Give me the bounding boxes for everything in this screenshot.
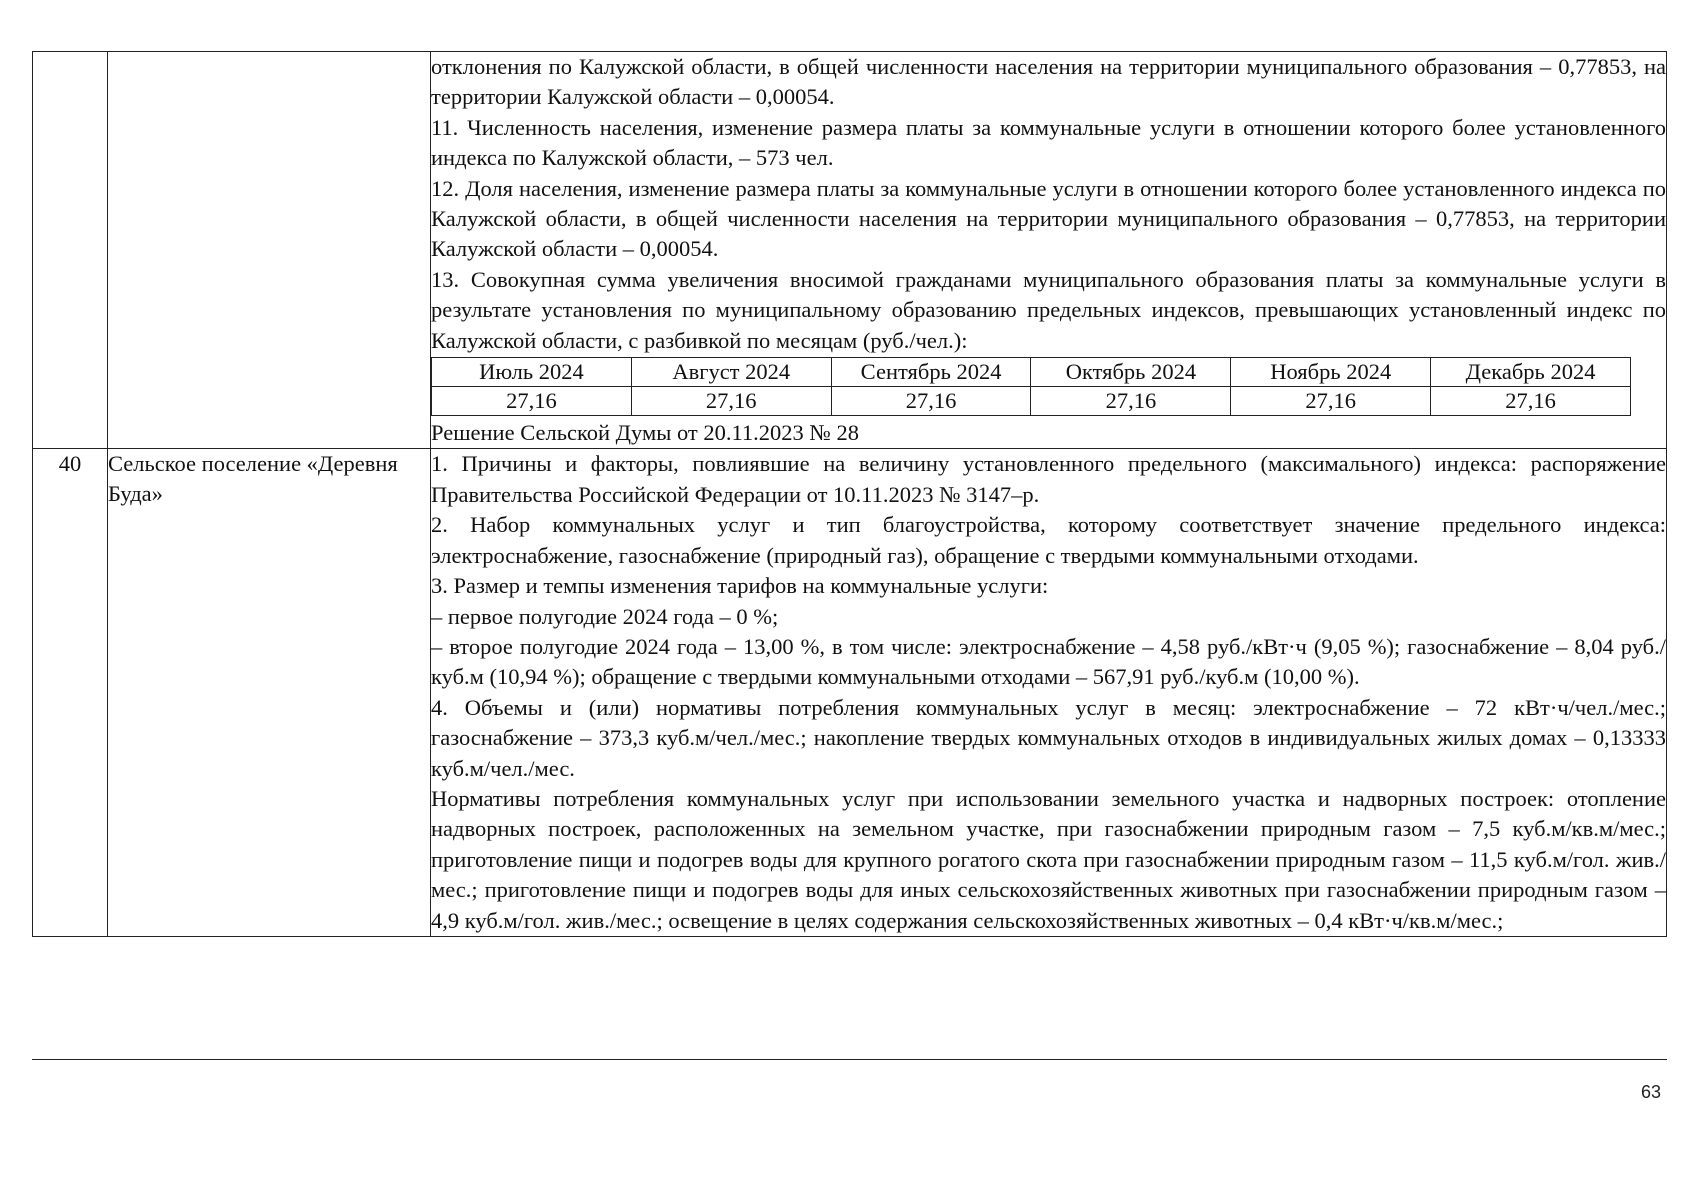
values-row — [432, 387, 1631, 416]
paragraph: Нормативы потребления коммунальных услуг при использовании земельного участка и надворных построек: отопление надворных построек, расположенных на земельном участке, при газоснабжении природным газом – 7,5 куб.м/кв.м/мес.; приготовление пищи и подогрев воды для крупного рогатого скота при газоснабжении природным газом – 11,5 куб.м/гол. жив./мес.; приготовление пищи и подогрев воды для иных сельскохозяйственных животных при газоснабжении природным газом – 4,9 куб.м/гол. жив./мес.; освещение в целях содержания сельскохозяйственных животных – 0,4 кВт·ч/кв.м/мес.; — [431, 785, 1666, 933]
page-number: 63 — [1640, 1082, 1661, 1102]
decision-reference: Решение Сельской Думы от 20.11.2023 № 28 — [431, 420, 859, 446]
paragraph: 4. Объемы и (или) нормативы потребления коммунальных услуг в месяц: электроснабжение – 72 кВт·ч/чел./мес.; газоснабжение – 373,3 куб.м/чел./мес.; накопление твердых коммунальных отходов в индивидуальных жилых домах – 0,13333 куб.м/чел./мес. — [431, 694, 1666, 781]
paragraph: 13. Совокупная сумма увеличения вносимой гражданами муниципального образования платы за коммунальные услуги в результате установления по муниципальному образованию предельных индексов, превышающих установленный индекс по Калужской области, с разбивкой по месяцам (руб./чел.): — [431, 266, 1666, 353]
table-row — [33, 52, 1667, 449]
content-cell — [431, 449, 1667, 937]
paragraph: – первое полугодие 2024 года – 0 %; — [431, 603, 779, 629]
months-header-row — [432, 358, 1631, 387]
monthly-increase-table — [431, 357, 1631, 416]
paragraph: отклонения по Калужской области, в общей численности населения на территории муниципального образования – 0,77853, на территории Калужской области – 0,00054. — [431, 54, 1666, 110]
month-value: 27,16 — [631, 387, 831, 416]
month-header: Июль 2024 — [432, 358, 632, 387]
month-value: 27,16 — [1431, 387, 1631, 416]
document-page — [32, 51, 1667, 1060]
indices-table — [32, 51, 1667, 937]
month-value: 27,16 — [1231, 387, 1431, 416]
month-value: 27,16 — [831, 387, 1031, 416]
month-value: 27,16 — [1031, 387, 1231, 416]
table-clip — [32, 51, 1667, 1060]
paragraph: 1. Причины и факторы, повлиявшие на величину установленного предельного (максимального) индекса: распоряжение Правительства Российской Федерации от 10.11.2023 № 3147–р. — [431, 451, 1666, 507]
municipality-cell — [108, 52, 431, 449]
row-number: 40 — [33, 449, 108, 937]
content-cell — [431, 52, 1667, 449]
paragraph: 2. Набор коммунальных услуг и тип благоустройства, которому соответствует значение предельного индекса: электроснабжение, газоснабжение (природный газ), обращение с твердыми коммунальными отходами. — [431, 512, 1666, 568]
month-header: Октябрь 2024 — [1031, 358, 1231, 387]
paragraph: 3. Размер и темпы изменения тарифов на коммунальные услуги: — [431, 573, 1049, 599]
month-header: Ноябрь 2024 — [1231, 358, 1431, 387]
month-header: Декабрь 2024 — [1431, 358, 1631, 387]
municipality-name: Сельское поселение «Деревня Буда» — [108, 449, 431, 937]
paragraph: 12. Доля населения, изменение размера платы за коммунальные услуги в отношении которого более установленного индекса по Калужской области, в общей численности населения на территории муниципального образования – 0,77853, на территории Калужской области – 0,00054. — [431, 175, 1666, 262]
month-header: Сентябрь 2024 — [831, 358, 1031, 387]
table-row — [33, 449, 1667, 937]
month-value: 27,16 — [432, 387, 632, 416]
paragraph: 11. Численность населения, изменение размера платы за коммунальные услуги в отношении которого более установленного индекса по Калужской области, – 573 чел. — [431, 114, 1666, 171]
row-number-cell — [33, 52, 108, 449]
paragraph: – второе полугодие 2024 года – 13,00 %, в том числе: электроснабжение – 4,58 руб./кВт·ч (9,05 %); газоснабжение – 8,04 руб./куб.м (10,94 %); обращение с твердыми коммунальными отходами – 567,91 руб./куб.м (10,00 %). — [431, 633, 1666, 690]
month-header: Август 2024 — [631, 358, 831, 387]
